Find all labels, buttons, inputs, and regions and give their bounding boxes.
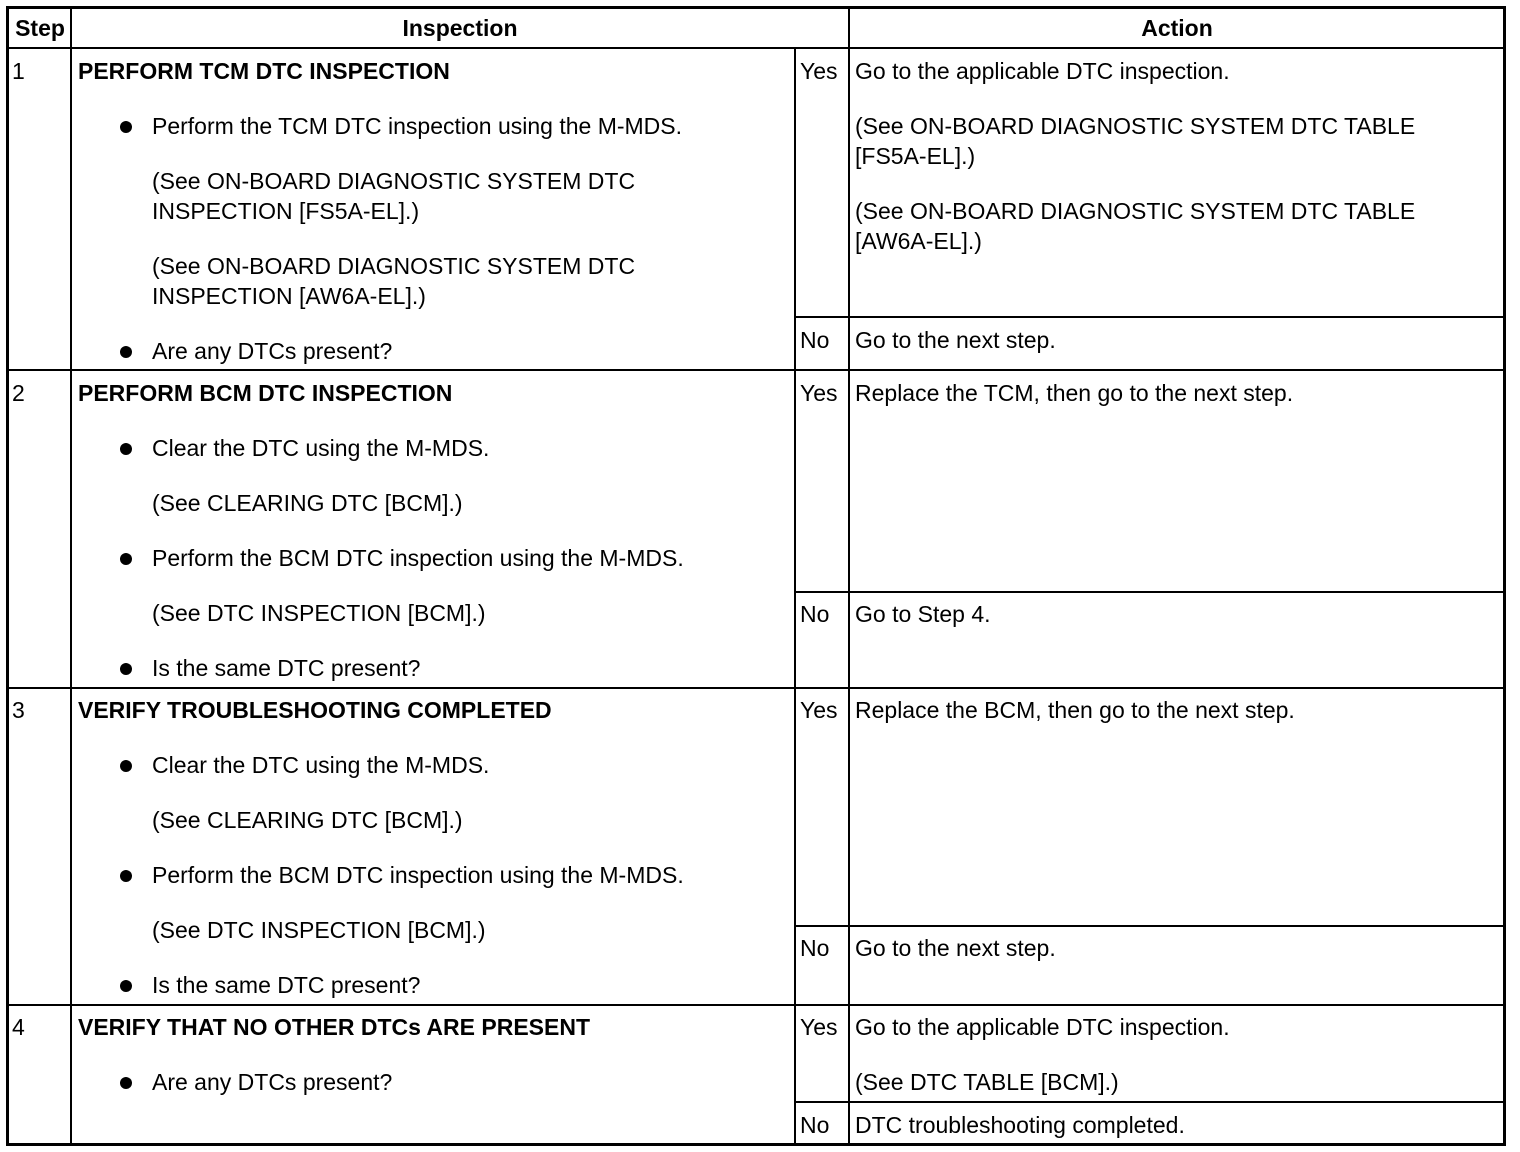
inspection-reference: (See DTC INSPECTION [BCM].) bbox=[152, 600, 486, 626]
yes-no-column-divider bbox=[794, 48, 796, 1143]
no-label-2: No bbox=[800, 601, 830, 627]
inspection-item: Perform the TCM DTC inspection using the M-MDS. bbox=[152, 113, 683, 139]
header-inspection: Inspection bbox=[402, 15, 518, 41]
no-action-1: Go to the next step. bbox=[855, 327, 1056, 353]
row-divider-1 bbox=[9, 369, 1503, 371]
yes-label-4: Yes bbox=[800, 1014, 838, 1040]
inspection-item: Perform the BCM DTC inspection using the M-MDS. bbox=[152, 545, 684, 571]
inspection-reference: (See CLEARING DTC [BCM].) bbox=[152, 490, 463, 516]
yes-action-1: [AW6A-EL].) bbox=[855, 228, 982, 254]
action-column-divider bbox=[848, 9, 850, 1143]
inspection-question: Is the same DTC present? bbox=[152, 972, 421, 998]
step-column-divider bbox=[70, 9, 72, 1143]
step-number-2: 2 bbox=[12, 380, 25, 406]
step-title-1: PERFORM TCM DTC INSPECTION bbox=[78, 58, 450, 84]
bullet-icon bbox=[120, 121, 132, 133]
yes-no-divider-1 bbox=[795, 316, 1503, 318]
inspection-question: Are any DTCs present? bbox=[152, 1069, 393, 1095]
no-action-3: Go to the next step. bbox=[855, 935, 1056, 961]
inspection-item: Clear the DTC using the M-MDS. bbox=[152, 435, 490, 461]
yes-label-1: Yes bbox=[800, 58, 838, 84]
inspection-reference: (See ON-BOARD DIAGNOSTIC SYSTEM DTC bbox=[152, 168, 636, 194]
inspection-reference: (See ON-BOARD DIAGNOSTIC SYSTEM DTC bbox=[152, 253, 636, 279]
inspection-reference: (See CLEARING DTC [BCM].) bbox=[152, 807, 463, 833]
yes-action-4: (See DTC TABLE [BCM].) bbox=[855, 1069, 1119, 1095]
inspection-reference: (See DTC INSPECTION [BCM].) bbox=[152, 917, 486, 943]
bullet-icon bbox=[120, 760, 132, 772]
bullet-icon bbox=[120, 663, 132, 675]
no-label-1: No bbox=[800, 327, 830, 353]
no-action-4: DTC troubleshooting completed. bbox=[855, 1112, 1185, 1138]
bullet-icon bbox=[120, 443, 132, 455]
header-step: Step bbox=[15, 15, 65, 41]
yes-no-divider-2 bbox=[795, 591, 1503, 593]
bullet-icon bbox=[120, 1077, 132, 1089]
no-action-2: Go to Step 4. bbox=[855, 601, 991, 627]
no-label-4: No bbox=[800, 1112, 830, 1138]
inspection-item: Perform the BCM DTC inspection using the M-MDS. bbox=[152, 862, 684, 888]
yes-action-4: Go to the applicable DTC inspection. bbox=[855, 1014, 1230, 1040]
step-number-3: 3 bbox=[12, 697, 25, 723]
yes-action-1: (See ON-BOARD DIAGNOSTIC SYSTEM DTC TABLE bbox=[855, 113, 1416, 139]
row-divider-2 bbox=[9, 687, 1503, 689]
step-title-2: PERFORM BCM DTC INSPECTION bbox=[78, 380, 453, 406]
yes-label-3: Yes bbox=[800, 697, 838, 723]
step-number-4: 4 bbox=[12, 1014, 25, 1040]
no-label-3: No bbox=[800, 935, 830, 961]
bullet-icon bbox=[120, 346, 132, 358]
yes-label-2: Yes bbox=[800, 380, 838, 406]
step-title-4: VERIFY THAT NO OTHER DTCs ARE PRESENT bbox=[78, 1014, 591, 1040]
step-title-3: VERIFY TROUBLESHOOTING COMPLETED bbox=[78, 697, 552, 723]
inspection-question: Is the same DTC present? bbox=[152, 655, 421, 681]
inspection-reference: INSPECTION [FS5A-EL].) bbox=[152, 198, 420, 224]
bullet-icon bbox=[120, 553, 132, 565]
yes-action-3: Replace the BCM, then go to the next step. bbox=[855, 697, 1295, 723]
inspection-item: Clear the DTC using the M-MDS. bbox=[152, 752, 490, 778]
header-action: Action bbox=[1141, 15, 1213, 41]
inspection-question: Are any DTCs present? bbox=[152, 338, 393, 364]
header-divider bbox=[9, 47, 1503, 49]
yes-action-1: Go to the applicable DTC inspection. bbox=[855, 58, 1230, 84]
bullet-icon bbox=[120, 870, 132, 882]
inspection-reference: INSPECTION [AW6A-EL].) bbox=[152, 283, 426, 309]
yes-no-divider-4 bbox=[795, 1101, 1503, 1103]
yes-action-1: [FS5A-EL].) bbox=[855, 143, 976, 169]
row-divider-3 bbox=[9, 1004, 1503, 1006]
bullet-icon bbox=[120, 980, 132, 992]
yes-action-2: Replace the TCM, then go to the next step. bbox=[855, 380, 1294, 406]
yes-no-divider-3 bbox=[795, 925, 1503, 927]
step-number-1: 1 bbox=[12, 58, 25, 84]
yes-action-1: (See ON-BOARD DIAGNOSTIC SYSTEM DTC TABLE bbox=[855, 198, 1416, 224]
